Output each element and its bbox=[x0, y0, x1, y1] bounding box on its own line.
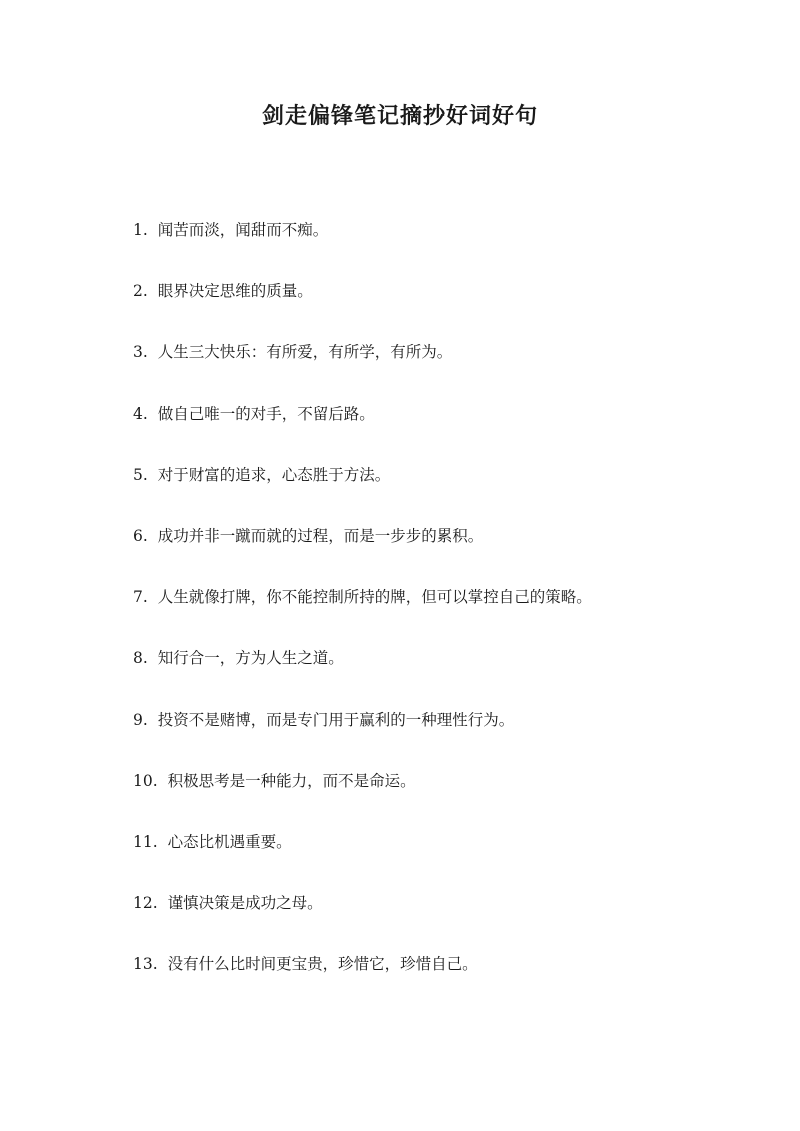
item-number: 11. bbox=[133, 832, 158, 851]
item-text: 人生就像打牌，你不能控制所持的牌，但可以掌控自己的策略。 bbox=[157, 588, 592, 607]
item-text: 闻苦而淡，闻甜而不痴。 bbox=[157, 221, 329, 239]
item-number: 9. bbox=[133, 710, 148, 729]
page-title: 剑走偏锋笔记摘抄好词好句 bbox=[261, 103, 538, 129]
list-item bbox=[133, 763, 592, 824]
item-number: 12. bbox=[133, 894, 158, 913]
list-item bbox=[133, 518, 592, 579]
list-item bbox=[133, 334, 592, 395]
item-text: 眼界决定思维的质量。 bbox=[157, 282, 313, 301]
list-item bbox=[133, 640, 592, 701]
item-number: 4. bbox=[133, 404, 148, 423]
item-text: 知行合一，方为人生之道。 bbox=[157, 649, 344, 668]
list-item bbox=[133, 212, 592, 273]
list-item bbox=[133, 396, 592, 457]
item-number: 13. bbox=[133, 955, 158, 974]
list-item bbox=[133, 579, 592, 640]
item-text: 人生三大快乐：有所爱，有所学，有所为。 bbox=[157, 343, 453, 362]
item-number: 6. bbox=[133, 526, 148, 545]
item-number: 5. bbox=[133, 465, 148, 484]
item-number: 7. bbox=[133, 588, 148, 607]
quote-list bbox=[133, 212, 592, 1007]
item-text: 成功并非一蹴而就的过程，而是一步步的累积。 bbox=[157, 526, 484, 545]
list-item bbox=[133, 885, 592, 946]
item-number: 10. bbox=[133, 771, 158, 790]
item-text: 谨慎决策是成功之母。 bbox=[167, 894, 323, 913]
list-item bbox=[133, 946, 592, 1007]
item-text: 没有什么比时间更宝贵，珍惜它，珍惜自己。 bbox=[167, 955, 478, 974]
item-number: 8. bbox=[133, 649, 148, 668]
list-item bbox=[133, 457, 592, 518]
list-item bbox=[133, 824, 592, 885]
list-item bbox=[133, 702, 592, 763]
item-text: 心态比机遇重要。 bbox=[167, 832, 292, 851]
item-number: 2. bbox=[133, 282, 148, 301]
item-number: 1. bbox=[133, 221, 148, 239]
item-text: 对于财富的追求，心态胜于方法。 bbox=[157, 465, 391, 484]
item-text: 投资不是赌博，而是专门用于赢利的一种理性行为。 bbox=[157, 710, 515, 729]
list-item bbox=[133, 273, 592, 334]
item-text: 积极思考是一种能力，而不是命运。 bbox=[167, 771, 416, 790]
item-number: 3. bbox=[133, 343, 148, 362]
item-text: 做自己唯一的对手，不留后路。 bbox=[157, 404, 375, 423]
